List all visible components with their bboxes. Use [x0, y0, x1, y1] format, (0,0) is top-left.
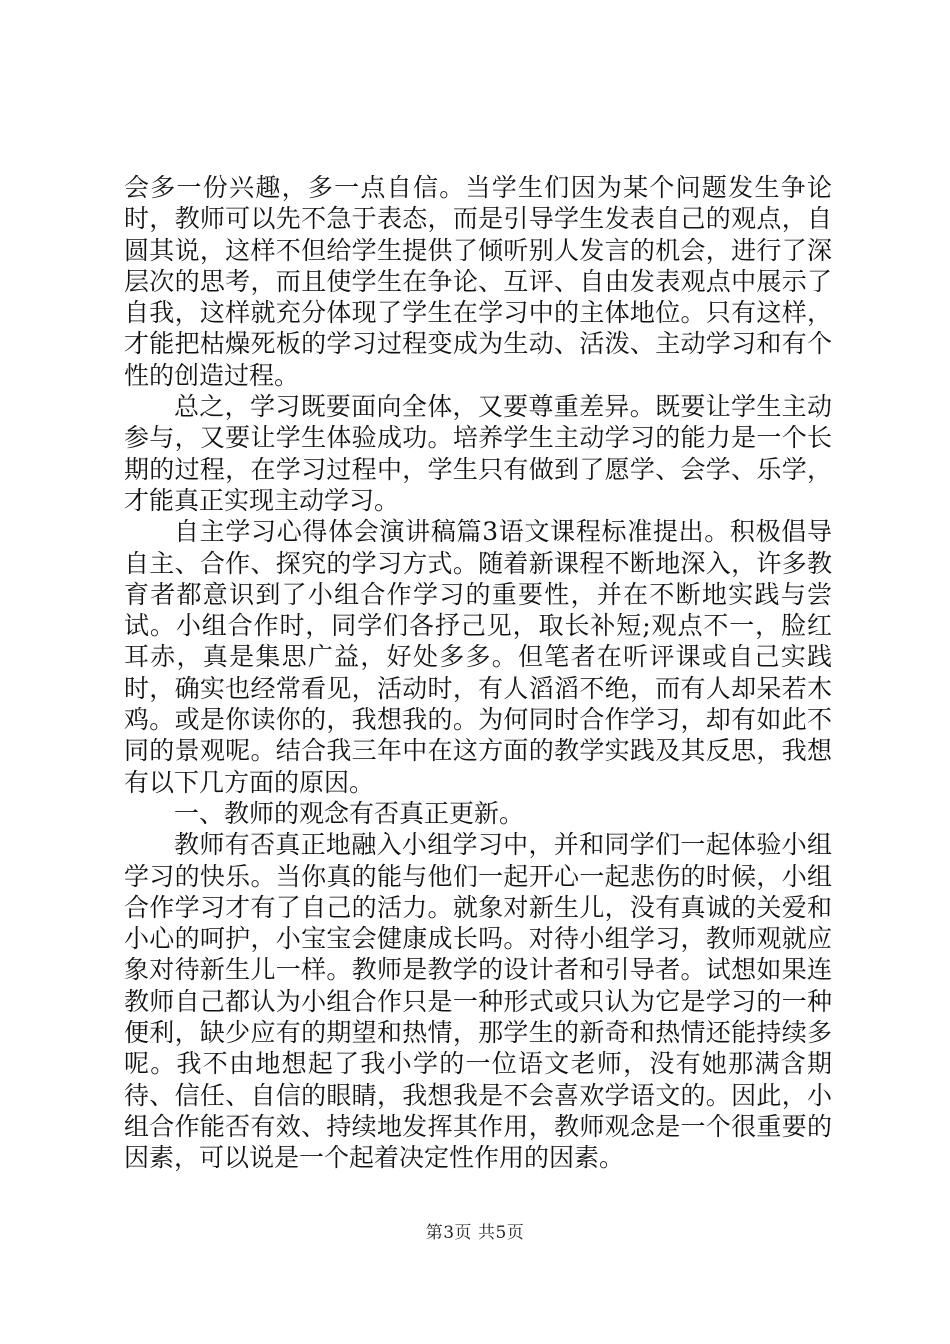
paragraph-continuation: 会多一份兴趣，多一点自信。当学生们因为某个问题发生争论时，教师可以先不急于表态，而是引导学生发表自己的观点，自圆其说，这样不但给学生提供了倾听别人发言的机会，进行了深层次的思考，而且使学生在争论、互评、自由发表观点中展示了自我，这样就充分体现了学生在学习中的主体地位。只有这样，才能把枯燥死板的学习过程变成为生动、活泼、主动学习和有个性的创造过程。 — [124, 173, 832, 390]
paragraph-section-3: 自主学习心得体会演讲稿篇3语文课程标准提出。积极倡导自主、合作、探究的学习方式。随着新课程不断地深入，许多教育者都意识到了小组合作学习的重要性，并在不断地实践与尝试。小组合作时，同学们各抒己见，取长补短;观点不一，脸红耳赤，真是集思广益，好处多多。但笔者在听评课或自己实践时，确实也经常看见，活动时，有人滔滔不绝，而有人却呆若木鸡。或是你读你的，我想我的。为何同时合作学习，却有如此不同的景观呢。结合我三年中在这方面的教学实践及其反思，我想有以下几方面的原因。 — [124, 517, 832, 797]
page-number-footer: 第3页 共5页 — [425, 1223, 525, 1243]
paragraph-teacher-concept: 教师有否真正地融入小组学习中，并和同学们一起体验小组学习的快乐。当你真的能与他们一起开心一起悲伤的时候，小组合作学习才有了自己的活力。就象对新生儿，没有真诚的关爱和小心的呵护，小宝宝会健康成长吗。对待小组学习，教师观就应象对待新生儿一样。教师是教学的设计者和引导者。试想如果连教师自己都认为小组合作只是一种形式或只认为它是学习的一种便利，缺少应有的期望和热情，那学生的新奇和热情还能持续多呢。我不由地想起了我小学的一位语文老师，没有她那满含期待、信任、自信的眼睛，我想我是不会喜欢学语文的。因此，小组合作能否有效、持续地发挥其作用，教师观念是一个很重要的因素，可以说是一个起着决定性作用的因素。 — [124, 830, 832, 1173]
section-heading: 一、教师的观念有否真正更新。 — [174, 798, 525, 828]
paragraph-summary: 总之，学习既要面向全体，又要尊重差异。既要让学生主动参与，又要让学生体验成功。培养学生主动学习的能力是一个长期的过程，在学习过程中，学生只有做到了愿学、会学、乐学，才能真正实现主动学习。 — [124, 392, 832, 515]
document-body — [124, 172, 832, 1174]
